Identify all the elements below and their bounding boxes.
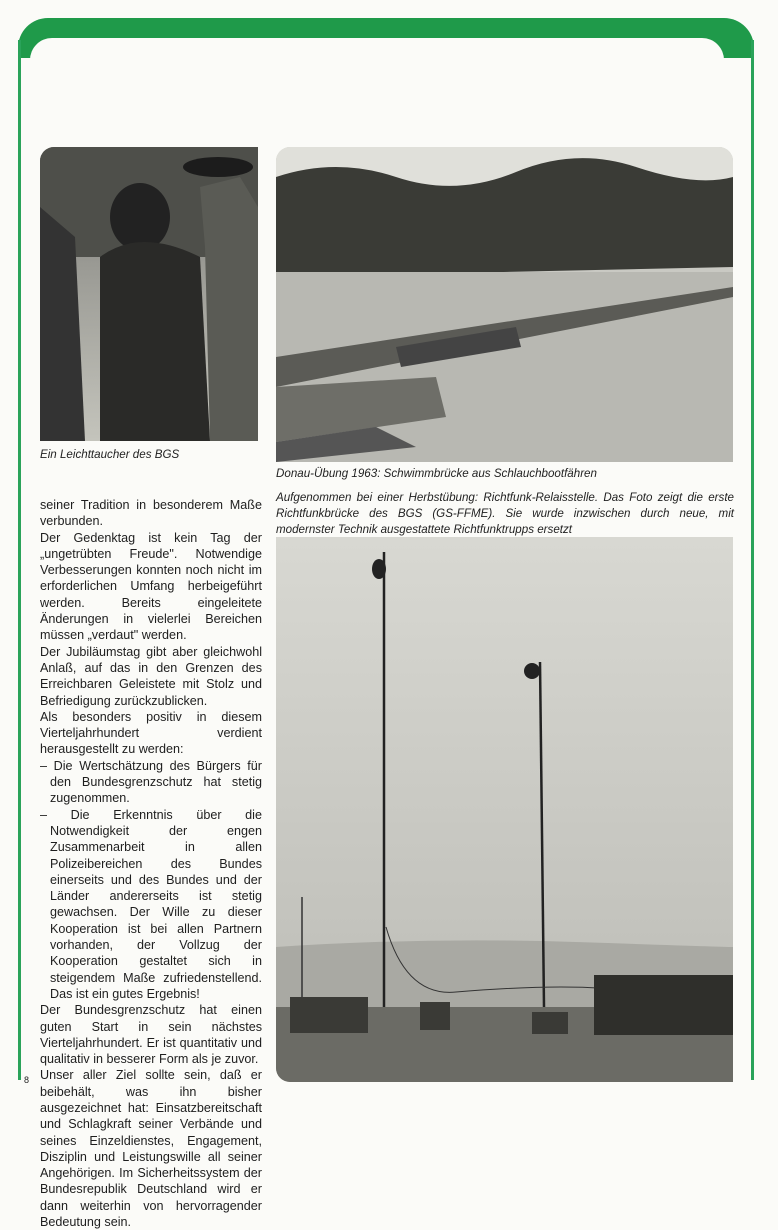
paragraph: seiner Tradition in besonderem Maße verbunden. [40,498,262,529]
header-band-inner [30,38,724,68]
right-border-line [751,40,754,1080]
paragraph: Unser aller Ziel sollte sein, daß er beibehält, was ihn bisher ausgezeichnet hat: Einsatzbereitschaft und Schlagkraft seiner Verbände und seines Einzeldienstes, Engagement, Disziplin und Leistungswille all seiner Angehörigen. Im Sicherheitssystem der Bundesrepublik Deutschland wird er dann weiterhin von hervorragender Bedeutung sein. [40,1068,262,1230]
caption-diver: Ein Leichttaucher des BGS [40,448,180,461]
caption-radio: Aufgenommen bei einer Herbstübung: Richtfunk-Relaisstelle. Das Foto zeigt die erste Richtfunkbrücke des BGS (GS-FFME). Sie wurde inzwischen durch neue, mit modernster Technik ausgestattete Richtfunktrupps ersetzt [276,491,734,536]
body-text-column [40,497,262,1230]
paragraph: Der Gedenktag ist kein Tag der „ungetrübten Freude". Notwendige Verbesserungen konnten noch nicht im erforderlichen Umfang herbeigeführt werden. Bereits eingeleitete Änderungen in vielerlei Bereichen müssen „verdaut" werden. [40,530,262,643]
photo-pontoon-bridge [276,147,733,462]
caption-bridge: Donau-Übung 1963: Schwimmbrücke aus Schlauchbootfähren [276,467,597,480]
paragraph: Der Bundesgrenzschutz hat einen guten Start in sein nächstes Vierteljahrhundert. Er ist quantitativ und qualitativ in besserer Form als je zuvor. [40,1003,262,1067]
left-border-line [18,40,21,1080]
photo-diver [40,147,258,441]
paragraph: Als besonders positiv in diesem Vierteljahrhundert verdient herausgestellt zu werden: [40,709,262,757]
photo-radio-relay [276,537,733,1082]
paragraph: Der Jubiläumstag gibt aber gleichwohl Anlaß, auf das in den Grenzen des Erreichbaren Geleistete mit Stolz und Befriedigung zurückzublicken. [40,644,262,708]
list-item: – Die Wertschätzung des Bürgers für den Bundesgrenzschutz hat stetig zugenommen. [40,758,262,806]
list-item: – Die Erkenntnis über die Notwendigkeit der engen Zusammenarbeit in allen Polizeibereichen des Bundes einerseits und des Bundes und der Länder andererseits ist stetig gewachsen. Der Wille zu dieser Kooperation ist bei allen Partnern vorhanden, der Vollzug der Kooperation gestaltet sich in steigendem Maße zufriedenstellend. Das ist ein gutes Ergebnis! [40,807,262,1001]
page-number: 8 [24,1075,30,1085]
